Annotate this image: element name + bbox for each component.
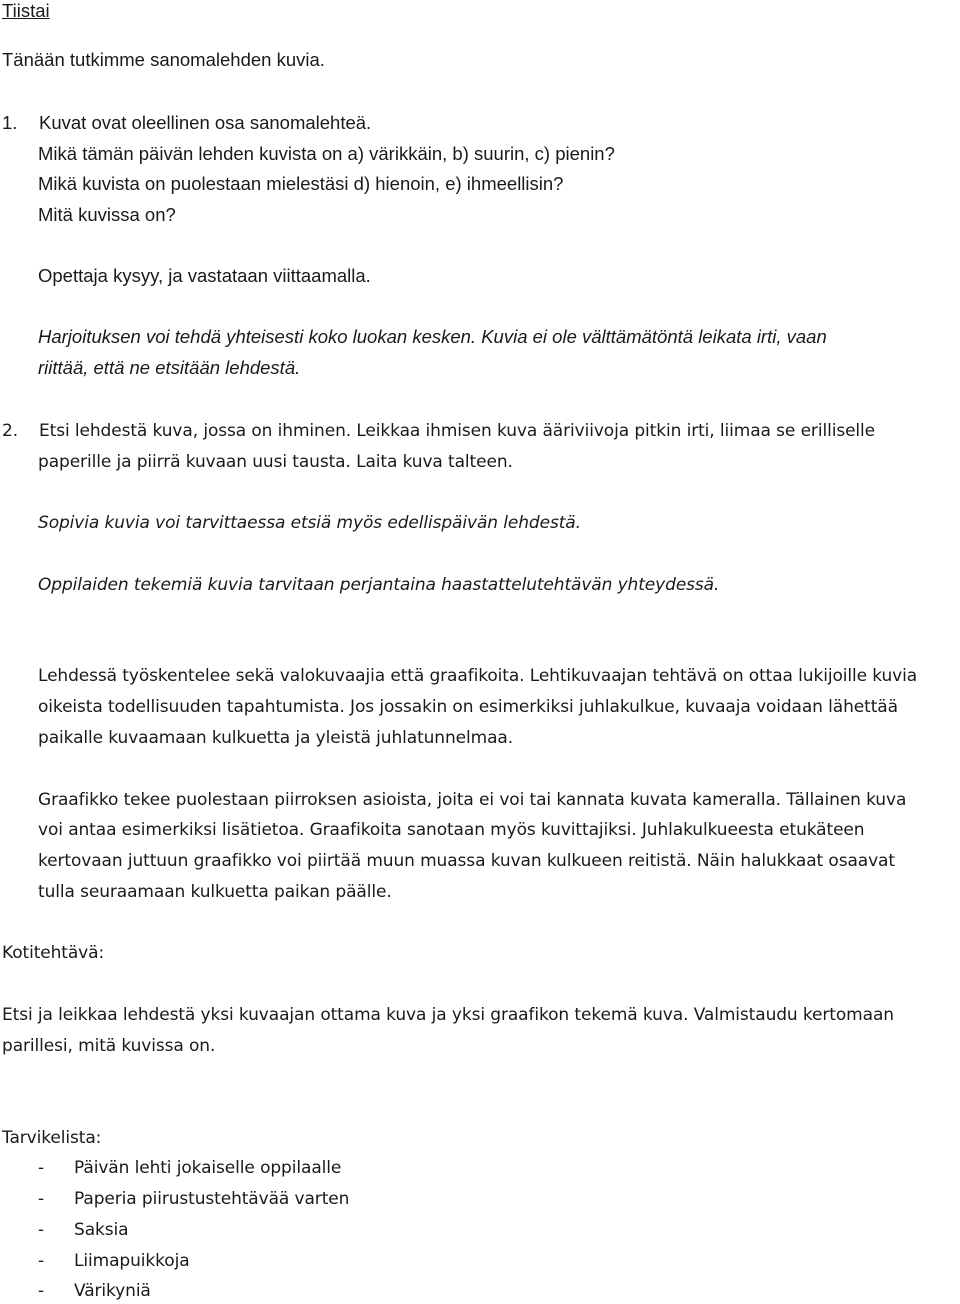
task-1-italic-note-line-1: Harjoituksen voi tehdä yhteisesti koko luokan kesken. Kuvia ei ole välttämätöntä leikata irti, vaan	[38, 326, 827, 347]
supplies-item: - Liimapuikkoja	[38, 1251, 190, 1271]
paragraph-2-line-4: tulla seuraamaan kulkuetta paikan päälle.	[38, 882, 392, 902]
paragraph-1-line-3: paikalle kuvaamaan kulkuetta ja yleistä juhlatunnelmaa.	[38, 728, 514, 748]
paragraph-2-line-2: voi antaa esimerkiksi lisätietoa. Graafikoita sanotaan myös kuvittajiksi. Juhlakulkueesta etukäteen	[38, 820, 865, 840]
homework-label: Kotitehtävä:	[2, 943, 105, 963]
supplies-item: - Paperia piirustustehtävää varten	[38, 1189, 350, 1209]
task-1-line-4: Mitä kuvissa on?	[38, 204, 176, 225]
teacher-note: Opettaja kysyy, ja vastataan viittaamalla.	[38, 265, 371, 286]
task-2-line-2: paperille ja piirrä kuvaan uusi tausta. Laita kuva talteen.	[38, 452, 513, 472]
task-1-number: 1.	[2, 112, 18, 133]
bullet-dash: -	[38, 1281, 45, 1301]
paragraph-1-line-1: Lehdessä työskentelee sekä valokuvaajia että graafikoita. Lehtikuvaajan tehtävä on ottaa lukijoille kuvia	[38, 666, 918, 686]
paragraph-1-line-2: oikeista todellisuuden tapahtumista. Jos jossakin on esimerkiksi juhlakulkue, kuvaaja voidaan lähettää	[38, 697, 898, 717]
supplies-label: Tarvikelista:	[2, 1128, 102, 1148]
supplies-item: - Päivän lehti jokaiselle oppilaalle	[38, 1158, 342, 1178]
homework-line-1: Etsi ja leikkaa lehdestä yksi kuvaajan ottama kuva ja yksi graafikon tekemä kuva. Valmistaudu kertomaan	[2, 1005, 894, 1025]
task-1-line-1: 1. Kuvat ovat oleellinen osa sanomalehteä.	[2, 112, 372, 133]
intro-text: Tänään tutkimme sanomalehden kuvia.	[2, 49, 325, 70]
task-1-line-2: Mikä tämän päivän lehden kuvista on a) värikkäin, b) suurin, c) pienin?	[38, 143, 615, 164]
task-1-line-3: Mikä kuvista on puolestaan mielestäsi d) hienoin, e) ihmeellisin?	[38, 173, 564, 194]
bullet-dash: -	[38, 1220, 45, 1240]
supplies-item: - Saksia	[38, 1220, 129, 1240]
paragraph-2-line-1: Graafikko tekee puolestaan piirroksen asioista, joita ei voi tai kannata kuvata kameralla. Tällainen kuva	[38, 790, 907, 810]
task-1-italic-note-line-2: riittää, että ne etsitään lehdestä.	[38, 357, 301, 378]
task-2-number: 2.	[2, 421, 19, 441]
task-2-italic-note-2: Oppilaiden tekemiä kuvia tarvitaan perjantaina haastattelutehtävän yhteydessä.	[38, 575, 720, 595]
paragraph-2-line-3: kertovaan juttuun graafikko voi piirtää muun muassa kuvan kulkueen reitistä. Näin halukkaat osaavat	[38, 851, 895, 871]
supplies-item: - Värikyniä	[38, 1281, 151, 1301]
bullet-dash: -	[38, 1189, 45, 1209]
task-2-italic-note-1: Sopivia kuvia voi tarvittaessa etsiä myös edellispäivän lehdestä.	[38, 513, 581, 533]
homework-line-2: parillesi, mitä kuvissa on.	[2, 1036, 216, 1056]
page-heading: Tiistai	[2, 0, 50, 21]
bullet-dash: -	[38, 1158, 45, 1178]
task-2-line-1: 2. Etsi lehdestä kuva, jossa on ihminen. Leikkaa ihmisen kuva ääriviivoja pitkin irti, liimaa se erilliselle	[2, 421, 876, 441]
bullet-dash: -	[38, 1251, 45, 1271]
